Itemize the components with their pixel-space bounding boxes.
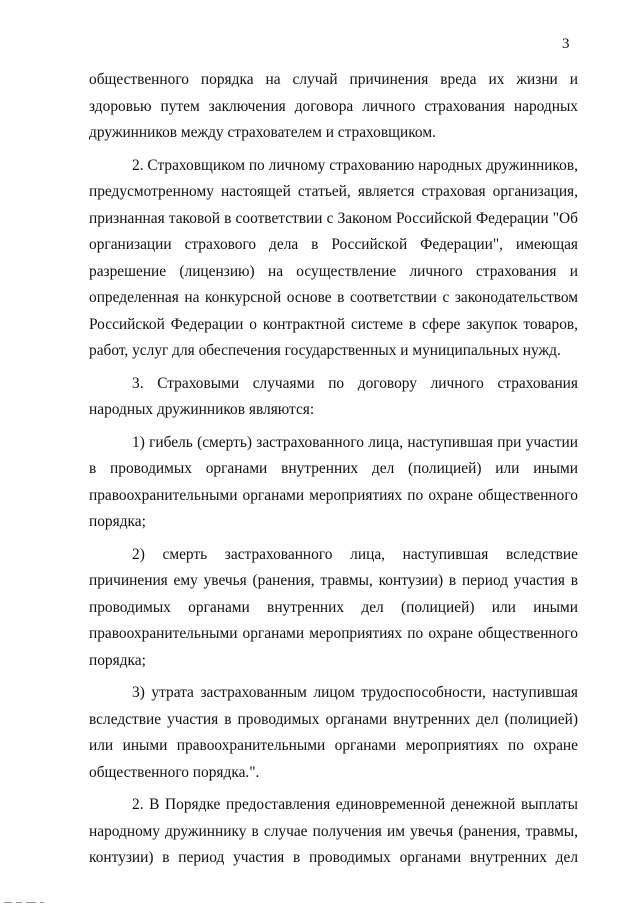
paragraph-continuation: общественного порядка на случай причинения вреда их жизни и здоровью путем заключения договора личного страхования народных дружинников между страхователем и страховщиком. — [89, 71, 578, 141]
list-item-loss-of-capacity: 3) утрата застрахованным лицом трудоспособности, наступившая вследствие участия в проводимых органами внутренних дел (полицией) или иными правоохранительными органами мероприятиях по охране общественного порядка.". — [89, 684, 578, 781]
document-body — [89, 67, 578, 872]
page-number: 3 — [562, 36, 570, 52]
scan-edge-marks — [0, 900, 640, 903]
list-item-death-from-injury: 2) смерть застрахованного лица, наступившая вследствие причинения ему увечья (ранения, травмы, контузии) в период участия в проводимых органами внутренних дел (полицией) или иными правоохранительными органами мероприятиях по охране общественного порядка; — [89, 545, 578, 669]
paragraph-insurer: 2. Страховщиком по личному страхованию народных дружинников, предусмотренному настоящей статьей, является страховая организация, признанная таковой в соответствии с Законом Российской Федерации "Об организации страхового дела в Российской Федерации", имеющая разрешение (лицензию) на осуществление личного страхования и определенная на конкурсной основе в соответствии с законодательством Российской Федерации о контрактной системе в сфере закупок товаров, работ, услуг для обеспечения государственных и муниципальных нужд. — [89, 156, 578, 359]
paragraph-insured-events: 3. Страховыми случаями по договору личного страхования народных дружинников являются: — [89, 374, 578, 418]
list-item-death-during-participation: 1) гибель (смерть) застрахованного лица, наступившая при участии в проводимых органами внутренних дел (полицией) или иными правоохранительными органами мероприятиях по охране общественного порядка; — [89, 433, 578, 530]
paragraph-payment-procedure: 2. В Порядке предоставления единовременной денежной выплаты народному дружиннику в случае получения им увечья (ранения, травмы, контузии) в период участия в проводимых органами внутренних дел — [89, 796, 578, 866]
